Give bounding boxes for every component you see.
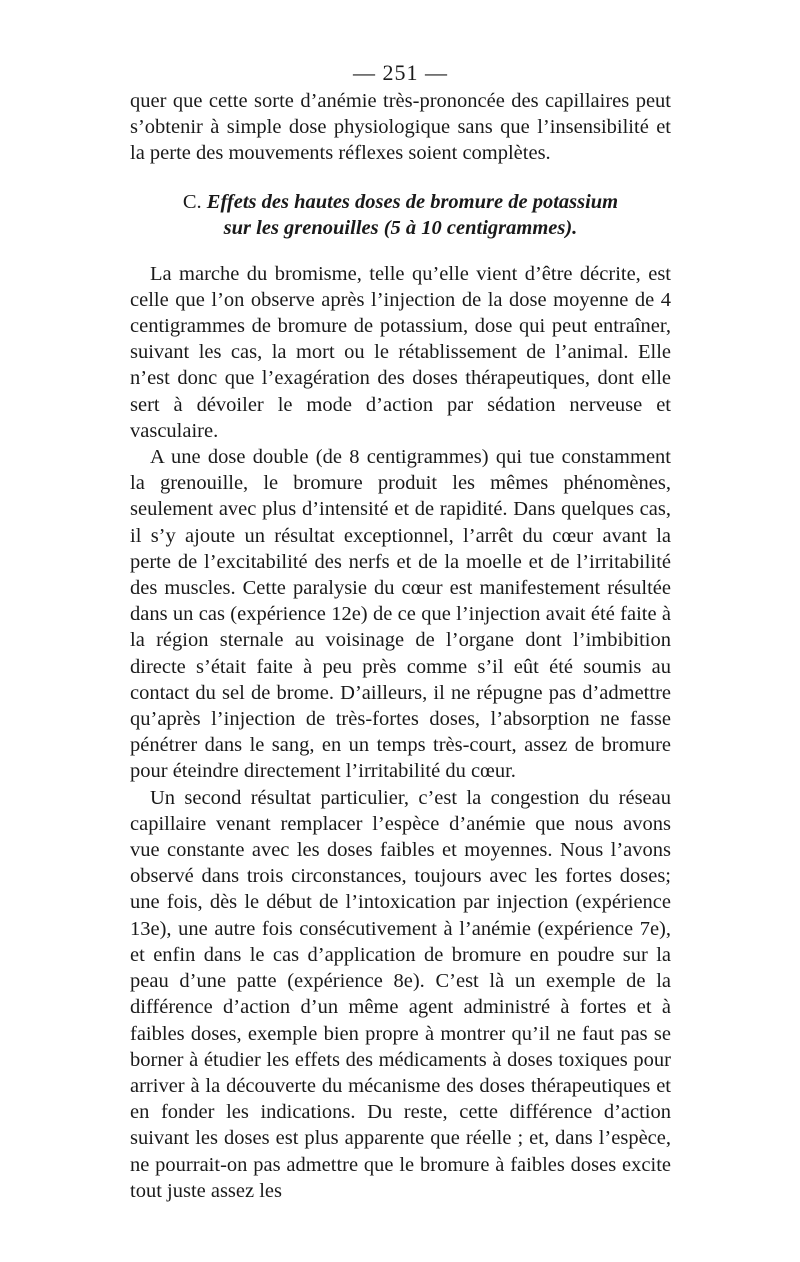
- page-number: — 251 —: [353, 60, 448, 85]
- section-label: C.: [182, 190, 202, 213]
- book-page: [130, 58, 671, 1204]
- paragraph: A une dose double (de 8 centigrammes) qui tue constamment la grenouille, le bromure produit les mêmes phénomènes, seulement avec plus d’intensité et de rapidité. Dans quelques cas, il s’y ajoute un résultat exceptionnel, l’arrêt du cœur avant la perte de l’excitabilité des nerfs et de la moelle et de l’irritabilité des muscles. Cette paralysie du cœur est manifestement résultée dans un cas (expérience 12e) de ce que l’injection avait été faite à la région sternale au voisinage de l’organe dont l’imbibition directe s’était faite à peu près comme s’il eût été soumis au contact du sel de brome. D’ailleurs, il ne répugne pas d’admettre qu’après l’injection de très-fortes doses, l’absorption ne fasse pénétrer dans le sang, en un temps très-court, assez de bromure pour éteindre directement l’irritabilité du cœur.: [130, 446, 671, 783]
- section-heading-line1: [130, 189, 671, 215]
- section-title-line1: Effets des hautes doses de bromure de potassium: [206, 190, 619, 213]
- paragraph-continuation: quer que cette sorte d’anémie très-prononcée des capillaires peut s’obtenir à simple dose physiologique sans que l’insensibilité et la perte des mouvements réflexes soient complètes.: [130, 90, 671, 165]
- paragraph: La marche du bromisme, telle qu’elle vient d’être décrite, est celle que l’on observe après l’injection de la dose moyenne de 4 centigrammes de bromure de potassium, dose qui peut entraîner, suivant les cas, la mort ou le rétablissement de l’animal. Elle n’est donc que l’exagération des doses thérapeutiques, dont elle sert à dévoiler le mode d’action par sédation nerveuse et vasculaire.: [130, 262, 671, 442]
- section-heading: [130, 189, 671, 241]
- section-title-line2: sur les grenouilles (5 à 10 centigrammes).: [223, 216, 578, 239]
- paragraph: Un second résultat particulier, c’est la congestion du réseau capillaire venant remplacer l’espèce d’anémie que nous avons vue constante avec les doses faibles et moyennes. Nous l’avons observé dans trois circonstances, toujours avec les fortes doses; une fois, dès le début de l’intoxication par injection (expérience 13e), une autre fois consécutivement à l’anémie (expérience 7e), et enfin dans le cas d’application de bromure en poudre sur la peau d’une patte (expérience 8e). C’est là un exemple de la différence d’action d’un même agent administré à fortes et à faibles doses, exemple bien propre à montrer qu’il ne faut pas se borner à étudier les effets des médicaments à doses toxiques pour arriver à la découverte du mécanisme des doses thérapeutiques et en fonder les indications. Du reste, cette différence d’action suivant les doses est plus apparente que réelle ; et, dans l’espèce, ne pourrait-on pas admettre que le bromure à faibles doses excite tout juste assez les: [130, 786, 671, 1202]
